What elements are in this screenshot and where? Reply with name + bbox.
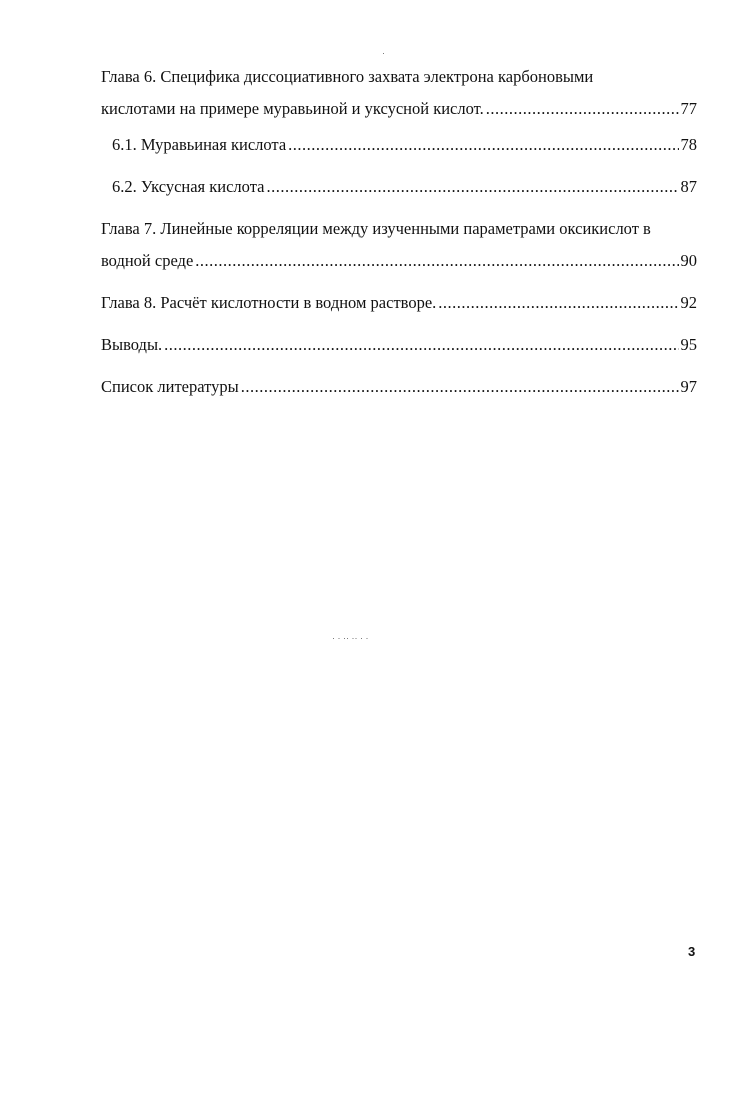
toc-entry-title-line-2: водной среде <box>101 251 194 270</box>
toc-entry-title: Глава 8. Расчёт кислотности в водном растворе. <box>101 293 437 312</box>
toc-page-number: 78 <box>680 135 697 154</box>
scan-speck: · · ·· ·· · · <box>332 633 369 643</box>
toc-entry-title: 6.1. Муравьиная кислота <box>112 135 287 154</box>
dot-leader <box>486 98 679 120</box>
toc-entry-chapter-7[interactable] <box>101 218 697 272</box>
toc-entry-chapter-8[interactable] <box>101 292 697 314</box>
toc-entry-title-line-2: кислотами на примере муравьиной и уксусной кислот. <box>101 99 484 118</box>
toc-entry-title-line-1: Глава 7. Линейные корреляции между изученными параметрами оксикислот в <box>101 219 651 238</box>
dot-leader <box>438 292 678 314</box>
dot-leader <box>288 134 678 156</box>
toc-entry-section-6-1[interactable] <box>101 134 697 156</box>
table-of-contents <box>101 66 697 398</box>
toc-entry-title: Список литературы <box>101 377 239 396</box>
scan-speck: · <box>382 48 385 58</box>
toc-entry-references[interactable] <box>101 376 697 398</box>
page-number: 3 <box>688 944 696 959</box>
toc-page-number: 95 <box>680 335 697 354</box>
dot-leader <box>164 334 678 356</box>
toc-page-number: 92 <box>680 293 697 312</box>
toc-entry-conclusions[interactable] <box>101 334 697 356</box>
dot-leader <box>195 250 678 272</box>
dot-leader <box>266 176 678 198</box>
toc-page-number: 77 <box>680 99 697 118</box>
toc-entry-title-line-1: Глава 6. Специфика диссоциативного захвата электрона карбоновыми <box>101 67 594 86</box>
toc-entry-title: Выводы. <box>101 335 163 354</box>
toc-entry-title: 6.2. Уксусная кислота <box>112 177 265 196</box>
toc-entry-chapter-6[interactable] <box>101 66 697 120</box>
dot-leader <box>241 376 679 398</box>
toc-entry-section-6-2[interactable] <box>101 176 697 198</box>
toc-page-number: 87 <box>680 177 697 196</box>
toc-page-number: 97 <box>680 377 697 396</box>
toc-page-number: 90 <box>680 251 697 270</box>
